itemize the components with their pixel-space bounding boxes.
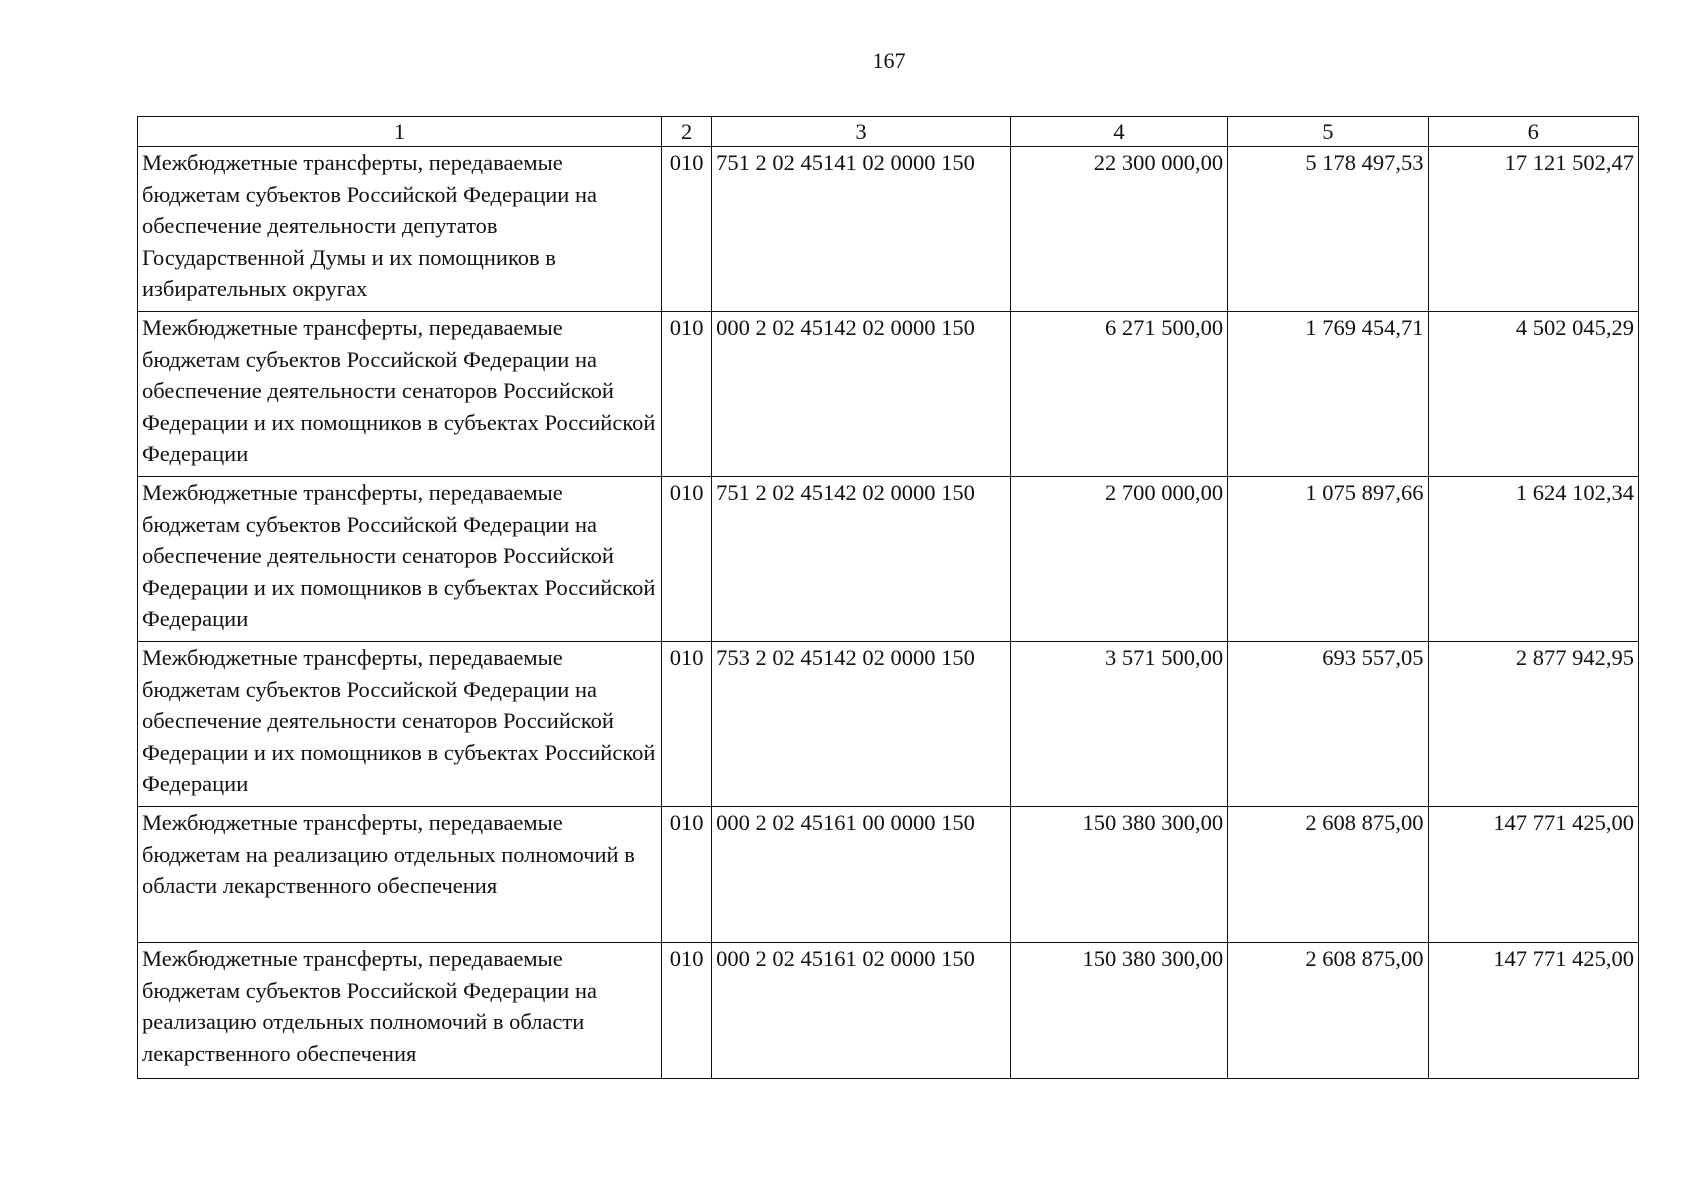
column-header: 1 xyxy=(138,117,662,147)
row-col5-value: 2 608 875,00 xyxy=(1228,807,1428,943)
column-header: 6 xyxy=(1428,117,1638,147)
column-header: 3 xyxy=(712,117,1011,147)
table-row xyxy=(138,642,1639,807)
table-header-row xyxy=(138,117,1639,147)
column-header: 2 xyxy=(662,117,712,147)
row-col5-value: 1 769 454,71 xyxy=(1228,312,1428,477)
row-name: Межбюджетные трансферты, передаваемые бюджетам на реализацию отдельных полномочий в области лекарственного обеспечения xyxy=(138,807,662,943)
row-classification-code: 751 2 02 45141 02 0000 150 xyxy=(712,147,1011,312)
row-code: 010 xyxy=(662,943,712,1079)
row-classification-code: 753 2 02 45142 02 0000 150 xyxy=(712,642,1011,807)
row-col5-value: 693 557,05 xyxy=(1228,642,1428,807)
row-col5-value: 1 075 897,66 xyxy=(1228,477,1428,642)
table-row xyxy=(138,477,1639,642)
page-number: 167 xyxy=(872,48,906,73)
row-col4-value: 2 700 000,00 xyxy=(1010,477,1227,642)
table-row xyxy=(138,807,1639,943)
row-col6-value: 147 771 425,00 xyxy=(1428,807,1638,943)
row-name: Межбюджетные трансферты, передаваемые бюджетам субъектов Российской Федерации на обеспечение деятельности депутатов Государственной Думы и их помощников в избирательных округах xyxy=(138,147,662,312)
row-col4-value: 22 300 000,00 xyxy=(1010,147,1227,312)
row-col6-value: 1 624 102,34 xyxy=(1428,477,1638,642)
table-row xyxy=(138,312,1639,477)
row-col6-value: 147 771 425,00 xyxy=(1428,943,1638,1079)
column-header: 5 xyxy=(1228,117,1428,147)
row-col4-value: 3 571 500,00 xyxy=(1010,642,1227,807)
row-col5-value: 5 178 497,53 xyxy=(1228,147,1428,312)
row-code: 010 xyxy=(662,642,712,807)
row-code: 010 xyxy=(662,477,712,642)
row-name: Межбюджетные трансферты, передаваемые бюджетам субъектов Российской Федерации на обеспечение деятельности сенаторов Российской Федерации и их помощников в субъектах Российской Федерации xyxy=(138,312,662,477)
row-name: Межбюджетные трансферты, передаваемые бюджетам субъектов Российской Федерации на обеспечение деятельности сенаторов Российской Федерации и их помощников в субъектах Российской Федерации xyxy=(138,642,662,807)
row-col4-value: 150 380 300,00 xyxy=(1010,807,1227,943)
row-col6-value: 2 877 942,95 xyxy=(1428,642,1638,807)
row-code: 010 xyxy=(662,147,712,312)
row-col5-value: 2 608 875,00 xyxy=(1228,943,1428,1079)
row-classification-code: 000 2 02 45142 02 0000 150 xyxy=(712,312,1011,477)
row-classification-code: 751 2 02 45142 02 0000 150 xyxy=(712,477,1011,642)
row-col6-value: 17 121 502,47 xyxy=(1428,147,1638,312)
row-code: 010 xyxy=(662,807,712,943)
row-col6-value: 4 502 045,29 xyxy=(1428,312,1638,477)
row-name: Межбюджетные трансферты, передаваемые бюджетам субъектов Российской Федерации на реализацию отдельных полномочий в области лекарственного обеспечения xyxy=(138,943,662,1079)
row-name: Межбюджетные трансферты, передаваемые бюджетам субъектов Российской Федерации на обеспечение деятельности сенаторов Российской Федерации и их помощников в субъектах Российской Федерации xyxy=(138,477,662,642)
table-row xyxy=(138,943,1639,1079)
row-classification-code: 000 2 02 45161 02 0000 150 xyxy=(712,943,1011,1079)
column-header: 4 xyxy=(1010,117,1227,147)
budget-table xyxy=(137,116,1639,1079)
table-row xyxy=(138,147,1639,312)
row-code: 010 xyxy=(662,312,712,477)
row-col4-value: 6 271 500,00 xyxy=(1010,312,1227,477)
row-classification-code: 000 2 02 45161 00 0000 150 xyxy=(712,807,1011,943)
row-col4-value: 150 380 300,00 xyxy=(1010,943,1227,1079)
